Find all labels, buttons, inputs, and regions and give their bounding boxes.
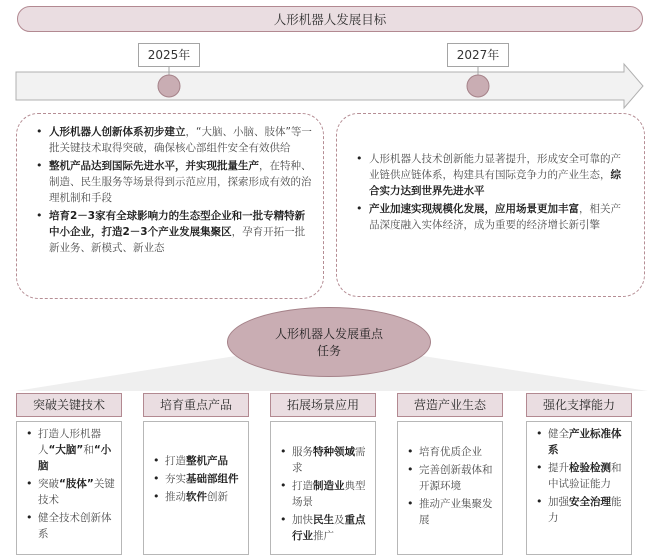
text: 打造: [292, 480, 313, 492]
text: ，孕育开拓一批新业务、新模式、新业态: [49, 226, 306, 254]
timeline-marker-2025: [158, 75, 180, 97]
year-label-2027: 2027年: [447, 43, 509, 67]
task-item: [535, 494, 625, 526]
text: 能力: [548, 496, 622, 524]
bold-text: 安全治理: [569, 496, 611, 508]
task-header: 突破关键技术: [16, 393, 122, 417]
bold-text: 软件: [186, 491, 207, 503]
bold-text: 整机产品达到国际先进水平，并实现批量生产: [49, 160, 259, 172]
bold-text: 特种领域: [313, 446, 355, 458]
bold-text: 人形机器人创新体系初步建立: [49, 126, 186, 138]
task-item: [406, 462, 496, 494]
bold-text: “肢体”: [59, 478, 94, 490]
text: 健全: [548, 428, 569, 440]
text: 提升: [548, 462, 569, 474]
task-item-list: [279, 444, 369, 544]
text: 打造: [165, 455, 186, 467]
task-item: [152, 453, 242, 469]
text: 加快: [292, 514, 313, 526]
task-item: [406, 496, 496, 528]
task-detail-box: [16, 421, 122, 555]
timeline-marker-2027: [467, 75, 489, 97]
task-item: [279, 478, 369, 510]
text: 及: [334, 514, 345, 526]
bold-text: 综合实力达到世界先进水平: [369, 169, 621, 197]
text: 夯实: [165, 473, 186, 485]
goals-2025-panel: [16, 113, 324, 299]
task-detail-box: [397, 421, 503, 555]
task-detail-box: [526, 421, 632, 555]
text: 和: [83, 444, 94, 456]
task-detail-box: [143, 421, 249, 555]
text: 打造人形机器人: [38, 428, 101, 456]
bold-text: “大脑”: [48, 444, 84, 456]
goal-2025-item: [35, 124, 313, 156]
task-item: [25, 510, 115, 542]
bold-text: 基础部组件: [186, 473, 239, 485]
bold-text: 整机产品: [186, 455, 228, 467]
key-tasks-hub-label: 人形机器人发展重点任务: [274, 327, 383, 358]
task-item: [25, 426, 115, 474]
bold-text: 检验检测: [569, 462, 611, 474]
text: 关键技术: [38, 478, 115, 506]
bold-text: 重点行业: [292, 514, 366, 542]
task-item: [25, 476, 115, 508]
text: 加强: [548, 496, 569, 508]
text: ，在特种、制造、民生服务等场景得到示范应用，探索形成有效的治理机制和手段: [49, 160, 312, 204]
task-item-list: [535, 426, 625, 526]
goal-2025-item: [35, 158, 313, 206]
task-item: [279, 444, 369, 476]
text: 需求: [292, 446, 366, 474]
task-detail-box: [270, 421, 376, 555]
task-header: 营造产业生态: [397, 393, 503, 417]
task-header: 拓展场景应用: [270, 393, 376, 417]
goal-2027-item: [355, 151, 630, 199]
goals-2027-panel: [336, 113, 645, 297]
year-label-2025: 2025年: [138, 43, 200, 67]
bold-text: 制造业: [313, 480, 345, 492]
text: 推动: [165, 491, 186, 503]
text: ，“大脑、小脑、肢体”等一批关键技术取得突破，确保核心部组件安全有效供给: [49, 126, 312, 154]
text: 创新: [207, 491, 228, 503]
bold-text: “小脑: [38, 444, 112, 472]
goals-2027-list: [355, 151, 630, 233]
text: 和中试验证能力: [548, 462, 622, 490]
text: 突破: [38, 478, 59, 490]
goal-2025-item: [35, 208, 313, 256]
text: 典型场景: [292, 480, 366, 508]
goal-2027-item: [355, 201, 630, 233]
goals-2025-list: [35, 124, 313, 256]
text: 推动产业集聚发展: [419, 498, 493, 526]
text: 培育优质企业: [419, 446, 482, 458]
text: 健全技术创新体系: [38, 512, 112, 540]
text: 完善创新载体和开源环境: [419, 464, 493, 492]
task-item: [406, 444, 496, 460]
timeline-arrow: [16, 64, 643, 108]
text: 推广: [313, 530, 334, 542]
task-header: 强化支撑能力: [526, 393, 632, 417]
text: 人形机器人技术创新能力显著提升，形成安全可靠的产业链供应链体系，构建具有国际竞争力的产业生态，: [369, 153, 621, 181]
task-item: [535, 460, 625, 492]
task-item: [279, 512, 369, 544]
task-item-list: [152, 453, 242, 505]
task-item-list: [406, 444, 496, 528]
task-header: 培育重点产品: [143, 393, 249, 417]
text: ，相关产品深度融入实体经济，成为重要的经济增长新引擎: [369, 203, 621, 231]
bold-text: 培育2－3家有全球影响力的生态型企业和一批专精特新中小企业，打造2－3个产业发展集聚区: [49, 210, 306, 238]
page-title: 人形机器人发展目标: [17, 6, 643, 32]
bold-text: 产业标准体系: [548, 428, 622, 456]
key-tasks-hub: [227, 307, 431, 377]
bold-text: 民生: [313, 514, 334, 526]
task-item: [535, 426, 625, 458]
task-item: [152, 471, 242, 487]
task-item: [152, 489, 242, 505]
text: 服务: [292, 446, 313, 458]
bold-text: 产业加速实现规模化发展，应用场景更加丰富: [369, 203, 579, 215]
task-item-list: [25, 426, 115, 542]
